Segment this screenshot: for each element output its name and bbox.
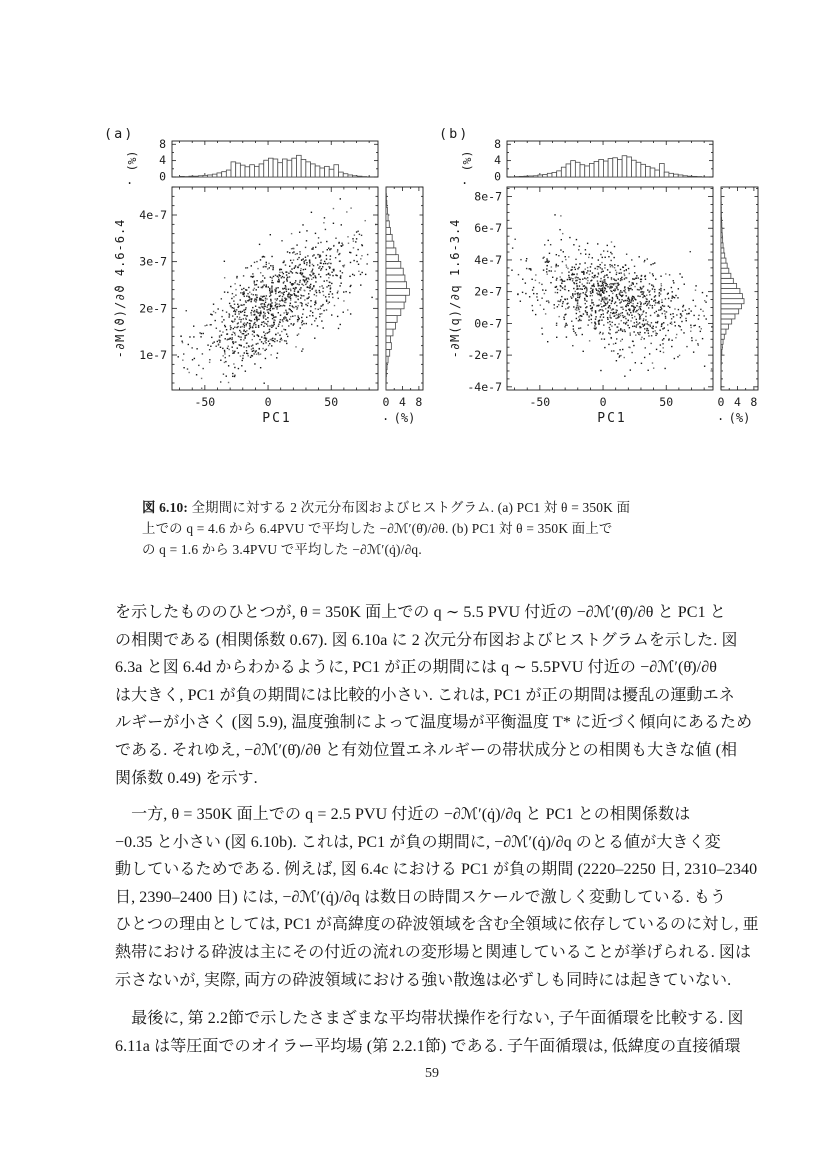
pct-tick-label: 0	[382, 395, 390, 409]
y-tick-label: 1e-7	[139, 348, 167, 362]
y-axis-label: -∂M(ϑ)/∂ϑ 4.6-6.4	[113, 218, 127, 359]
x-tick-label: -50	[194, 395, 216, 409]
stray-period: .	[461, 173, 469, 187]
pct-tick-label: 0	[494, 169, 501, 184]
y-axis-label: -∂M(q)/∂q 1.6-3.4	[448, 218, 462, 359]
pct-tick-label: 4	[159, 153, 166, 168]
figure-6-10-plots	[0, 0, 826, 470]
pct-tick-label: 4	[398, 395, 406, 409]
caption-line: 上での q = 4.6 から 6.4PVU で平均した −∂ℳ′(θ̇)/∂θ. (b) PC1 対 θ = 350K 面上で	[142, 521, 613, 536]
pct-tick-label: 8	[750, 395, 758, 409]
right-histogram	[721, 187, 744, 375]
stray-period: .	[126, 173, 134, 187]
pct-tick-label: 8	[415, 395, 423, 409]
text-line: 日, 2390–2400 日) には, −∂ℳ′(q̇)/∂q は数日の時間スケールで激しく変動している. もう	[115, 888, 727, 906]
pct-tick-label: 8	[159, 136, 166, 151]
right-percent-axis-label: (%)	[728, 411, 751, 425]
text-line: 6.3a と図 6.4d からわかるように, PC1 が正の期間には q ∼ 5.5PVU 付近の −∂ℳ′(θ̇)/∂θ	[115, 659, 717, 677]
x-axis-label: PC1	[597, 411, 627, 426]
panel-label: (a)	[104, 126, 135, 142]
page-number: 59	[425, 1066, 439, 1081]
pct-tick-label: 8	[494, 136, 501, 151]
text-line: 6.11a は等圧面でのオイラー平均場 (第 2.2.1節) である. 子午面循環は, 低緯度の直接循環	[115, 1037, 741, 1055]
pct-tick-label: 0	[159, 169, 166, 184]
text-line: ルギーが小さく (図 5.9), 温度強制によって温度場が平衡温度 T* に近づく傾向にあるため	[115, 714, 753, 732]
paragraph-3	[115, 1005, 744, 1060]
text-line: 最後に, 第 2.2節で示したさまざまな平均帯状操作を行ない, 子午面循環を比較する. 図	[115, 1010, 744, 1027]
top-percent-axis-label: (%)	[460, 150, 474, 172]
text-line: 関係数 0.49) を示す.	[115, 769, 258, 787]
y-tick-label: -2e-7	[467, 348, 502, 363]
right-percent-axis-label: (%)	[393, 411, 416, 425]
figure-caption	[142, 497, 694, 560]
x-tick-label: 0	[264, 395, 272, 409]
y-tick-label: 8e-7	[474, 189, 502, 204]
top-percent-axis-label: (%)	[125, 150, 139, 172]
text-line: −0.35 と小さい (図 6.10b). これは, PC1 が負の期間に, −∂ℳ′(q̇)/∂q のとる値が大きく変	[115, 833, 721, 851]
y-tick-label: 2e-7	[474, 284, 502, 299]
pct-tick-label: 4	[733, 395, 741, 409]
y-tick-label: 2e-7	[139, 301, 167, 316]
paragraph-1	[115, 599, 753, 792]
stray-period: .	[717, 409, 725, 423]
pct-tick-label: 0	[717, 395, 725, 409]
right-histogram	[386, 187, 409, 390]
panel-b	[439, 126, 758, 426]
x-tick-label: 0	[599, 395, 607, 409]
text-line: 熱帯における砕波は主にその付近の流れの変形場と関連していることが挙げられる. 図は	[115, 943, 752, 961]
y-tick-label: 6e-7	[474, 221, 502, 236]
caption-label: 図 6.10:	[142, 500, 189, 515]
y-tick-label: 4e-7	[474, 252, 502, 267]
scatter-points	[511, 214, 712, 377]
y-tick-label: -4e-7	[467, 379, 502, 394]
pct-tick-label: 4	[494, 153, 501, 168]
panel-a	[104, 126, 423, 426]
top-histogram	[180, 155, 367, 177]
text-line: は大きく, PC1 が負の期間には比較的小さい. これは, PC1 が正の期間は擾乱の運動エネ	[115, 686, 735, 704]
text-line: である. それゆえ, −∂ℳ′(θ̇)/∂θ と有効位置エネルギーの帯状成分との相関も大きな値 (相	[115, 741, 738, 759]
caption-line: の q = 1.6 から 3.4PVU で平均した −∂ℳ′(q̇)/∂q.	[142, 542, 422, 557]
x-tick-label: 50	[324, 395, 339, 409]
scatter-frame	[172, 187, 378, 390]
stray-period: .	[382, 409, 390, 423]
x-tick-label: 50	[659, 395, 674, 409]
x-tick-label: -50	[529, 395, 551, 409]
x-axis-label: PC1	[262, 411, 292, 426]
y-tick-label: 0e-7	[474, 316, 502, 331]
text-line: の相関である (相関係数 0.67). 図 6.10a に 2 次元分布図およびヒストグラムを示した. 図	[115, 631, 738, 649]
text-line: 示さないが, 実際, 両方の砕波領域における強い散逸は必ずしも同時には起きていない.	[115, 971, 732, 989]
y-tick-label: 4e-7	[139, 208, 167, 222]
panel-label: (b)	[439, 126, 470, 142]
y-tick-label: 3e-7	[139, 254, 167, 269]
text-line: を示したもののひとつが, θ = 350K 面上での q ∼ 5.5 PVU 付近の −∂ℳ′(θ̇)/∂θ と PC1 と	[115, 604, 726, 621]
top-histogram	[515, 156, 702, 177]
text-line: ひとつの理由としては, PC1 が高緯度の砕波領域を含む全領域に依存しているのに対し, 亜	[115, 916, 759, 934]
paragraph-2	[115, 801, 759, 994]
scatter-points	[178, 198, 377, 389]
text-line: 一方, θ = 350K 面上での q = 2.5 PVU 付近の −∂ℳ′(q̇)/∂q と PC1 との相関係数は	[115, 806, 691, 823]
caption-line: 図 6.10: 全期間に対する 2 次元分布図およびヒストグラム. (a) PC1 対 θ = 350K 面	[142, 500, 631, 515]
text-line: 動しているためである. 例えば, 図 6.4c における PC1 が負の期間 (2220–2250 日, 2310–2340	[115, 861, 758, 879]
